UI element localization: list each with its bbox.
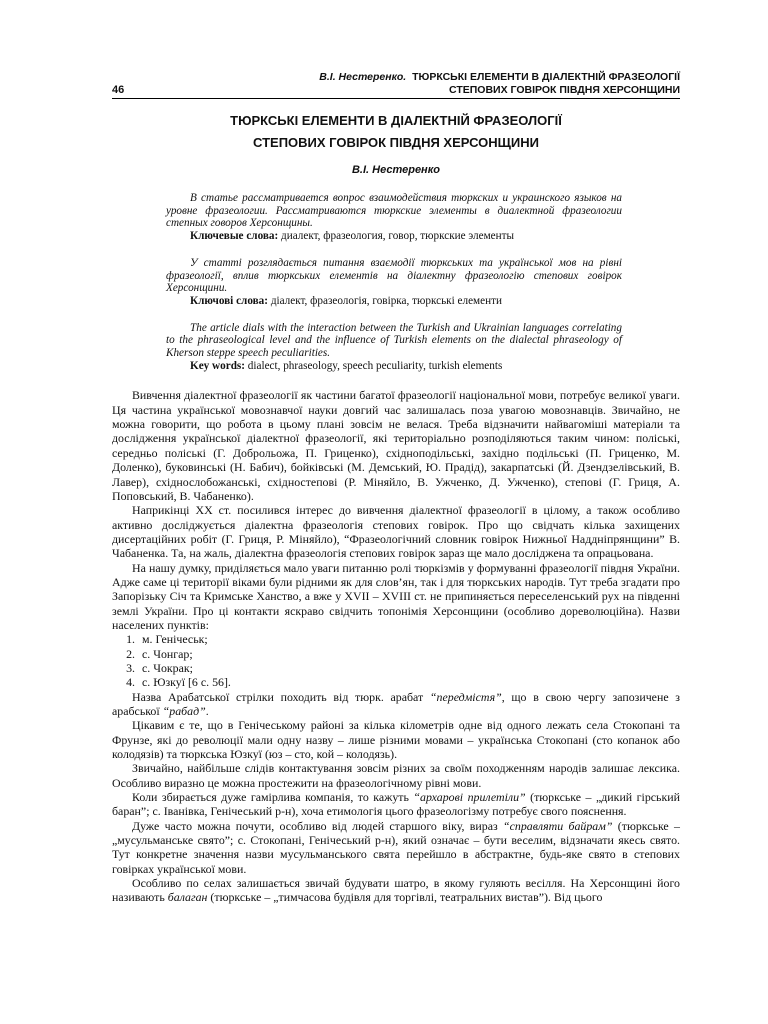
- header-rule: [112, 98, 680, 99]
- article-title-line-2: СТЕПОВИХ ГОВІРОК ПІВДНЯ ХЕРСОНЩИНИ: [253, 135, 539, 150]
- keywords-label: Ключевые слова:: [190, 230, 279, 243]
- text-run: (тюркське – „дикий гірський баран”; с. Іванівка, Генічеський р-н), хоча етимологія цього фразеологізму потребує свого пояснення.: [112, 790, 680, 819]
- text-run: , що в свою чергу запозичене з арабської: [112, 689, 680, 718]
- page: [112, 66, 680, 905]
- text-run: Дуже часто можна почути, особливо від людей старшого віку, вираз: [132, 818, 504, 833]
- paragraph: Вивчення діалектної фразеології як частини багатої фразеології національної мови, потребує великої уваги. Ця частина української мовознавчої науки довгий час залишалась поза увагою мовознавців. Звичайно, не можна говорити, що робота в цьому плані зовсім не велася. Треба відзначити найвагоміші матеріали та дослідження української діалектної фразеології, які територіально розподіляються таким чином: поліські, середньо поліські (Г. Доброльожа, П. Гриценко), східноподільські, західно подільські (П. Гриценко, М. Доленко), буковинські (Н. Бабич), бойківські (М. Демський, Ю. Прадід), закарпатські (Й. Дзендзелівський, В. Лавер), східнослобожанські, східностепові (Р. Міняйло, В. Ужченко, Д. Ужченко), степові (Г. Гриця, А. Поповський, В. Чабаненко).: [112, 388, 680, 503]
- running-title-line-1: [319, 71, 680, 84]
- page-number: 46: [112, 84, 125, 96]
- keywords-text: диалект, фразеология, говор, тюркские элементы: [278, 230, 515, 243]
- running-title: [319, 71, 680, 97]
- text-run: Назва Арабатської стрілки походить від тюрк. арабат: [132, 689, 430, 704]
- abstract-text: В статье рассматривается вопрос взаимодействия тюркских и украинского языков на уровне фразеологии. Рассматриваются тюркские элементы в диалектной фразеологии степных говоров Херсонщины.: [166, 192, 622, 230]
- keywords: [166, 360, 622, 373]
- list-item: 2. с. Чонгар;: [138, 647, 680, 661]
- text-run: Коли збирається дуже гамірлива компанія, то кажуть: [132, 790, 414, 805]
- paragraph: [112, 819, 680, 876]
- article-title-line-1: ТЮРКСЬКІ ЕЛЕМЕНТИ В ДІАЛЕКТНІЙ ФРАЗЕОЛОГІЇ: [230, 113, 562, 128]
- paragraph: Наприкінці ХХ ст. посилився інтерес до вивчення діалектної фразеології в цілому, а також особливо активно досліджується діалектна фразеологія степових говірок. Про що свідчать кілька захищених дисертаційних робіт (Г. Гриця, Р. Міняйло), “Фразеологічний словник говірок Нижньої Наддніпрянщини” В. Чабаненка. Та, на жаль, діалектна фразеологія степових говірок зараз ще мало досліджена та опрацьована.: [112, 503, 680, 561]
- keywords: [166, 295, 622, 308]
- article-title: [112, 110, 680, 154]
- text-run-italic: “рабад”: [162, 704, 206, 718]
- abstract-ru: [166, 192, 622, 243]
- list-item: 1. м. Генічеськ;: [138, 632, 680, 646]
- text-run-italic: балаган: [167, 890, 208, 905]
- running-header: [112, 66, 680, 100]
- text-run: Особливо по селах залишається звичай будувати шатро, в якому гуляють весілля. На Херсонщині його називають: [112, 876, 680, 905]
- paragraph: [112, 790, 680, 819]
- keywords-text: dialect, phraseology, speech peculiarity, turkish elements: [245, 359, 503, 372]
- text-run: (тюркське – „мусульманське свято”; с. Стокопані, Генічеський р-н), який означає – бути веселим, відзначати якесь свято. Тут конкретне значення назви мусульманського свята перейшло в абстрактне, будь-яке свято в степових говірках української мови.: [112, 818, 680, 876]
- article-body: [112, 388, 680, 904]
- text-run-italic: “справляти байрам”: [503, 818, 613, 833]
- abstract-uk: [166, 257, 622, 308]
- paragraph: Цікавим є те, що в Генічеському районі за кілька кілометрів одне від одного лежать села Стокопані та Фрунзе, які до революції мали одну назву – лише різними мовами – українська Стокопані (сто копанок або колодязів) та тюркська Юзкуї (юз – сто, кой – колодязь).: [112, 718, 680, 762]
- text-run: .: [205, 704, 209, 718]
- text-run-italic: “передмістя”: [429, 689, 502, 704]
- settlement-list: [112, 632, 680, 689]
- text-run-italic: “архарові прилетіли”: [413, 790, 526, 805]
- paragraph: [112, 690, 680, 719]
- keywords-label: Ключові слова:: [190, 294, 269, 307]
- keywords-text: діалект, фразеологія, говірка, тюркські елементи: [268, 294, 502, 307]
- keywords-label: Key words:: [190, 359, 245, 372]
- running-title-line-2: СТЕПОВИХ ГОВІРОК ПІВДНЯ ХЕРСОНЩИНИ: [449, 84, 680, 96]
- abstract-text: The article dials with the interaction between the Turkish and Ukrainian languages correlating to the phraseological level and the influence of Turkish elements on the dialectal phraseology of Kherson steppe speech peculiarities.: [166, 321, 622, 360]
- paragraph: Звичайно, найбільше слідів контактування зовсім різних за своїм походженням народів залишає лексика. Особливо виразно це можна простежити на фразеологічному рівні мови.: [112, 761, 680, 790]
- text-run: (тюркське – „тимчасова будівля для торгівлі, театральних вистав”). Від цього: [207, 890, 603, 905]
- article-author: В.І. Нестеренко: [351, 164, 440, 176]
- paragraph: На нашу думку, приділяється мало уваги питанню ролі тюркізмів у формуванні фразеології півдня України. Адже саме ці території віками були рідними як для слов’ян, так і для тюркських народів. Тут треба згадати про Запорізьку Січ та Кримське Ханство, а вже у XVII – XVIII ст. не припиняється переселенський рух на південні землі України. Про ці контакти яскраво свідчить топонімія Херсонщини (особливо дореволюційна). Назви населених пунктів:: [112, 560, 680, 632]
- abstract-en: [166, 322, 622, 373]
- running-author: В.І. Нестеренко.: [319, 71, 407, 83]
- keywords: [166, 230, 622, 243]
- abstract-text: У статті розглядається питання взаємодії тюркських та української мов на рівні фразеології, вплив тюркських елементів на діалектну фразеологію степових говірок Херсонщини.: [166, 256, 622, 295]
- running-title-text-1: ТЮРКСЬКІ ЕЛЕМЕНТИ В ДІАЛЕКТНІЙ ФРАЗЕОЛОГІЇ: [412, 71, 680, 83]
- list-item: 3. с. Чокрак;: [138, 661, 680, 675]
- list-item: 4. с. Юзкуї [6 с. 56].: [138, 675, 680, 689]
- paragraph: [112, 876, 680, 905]
